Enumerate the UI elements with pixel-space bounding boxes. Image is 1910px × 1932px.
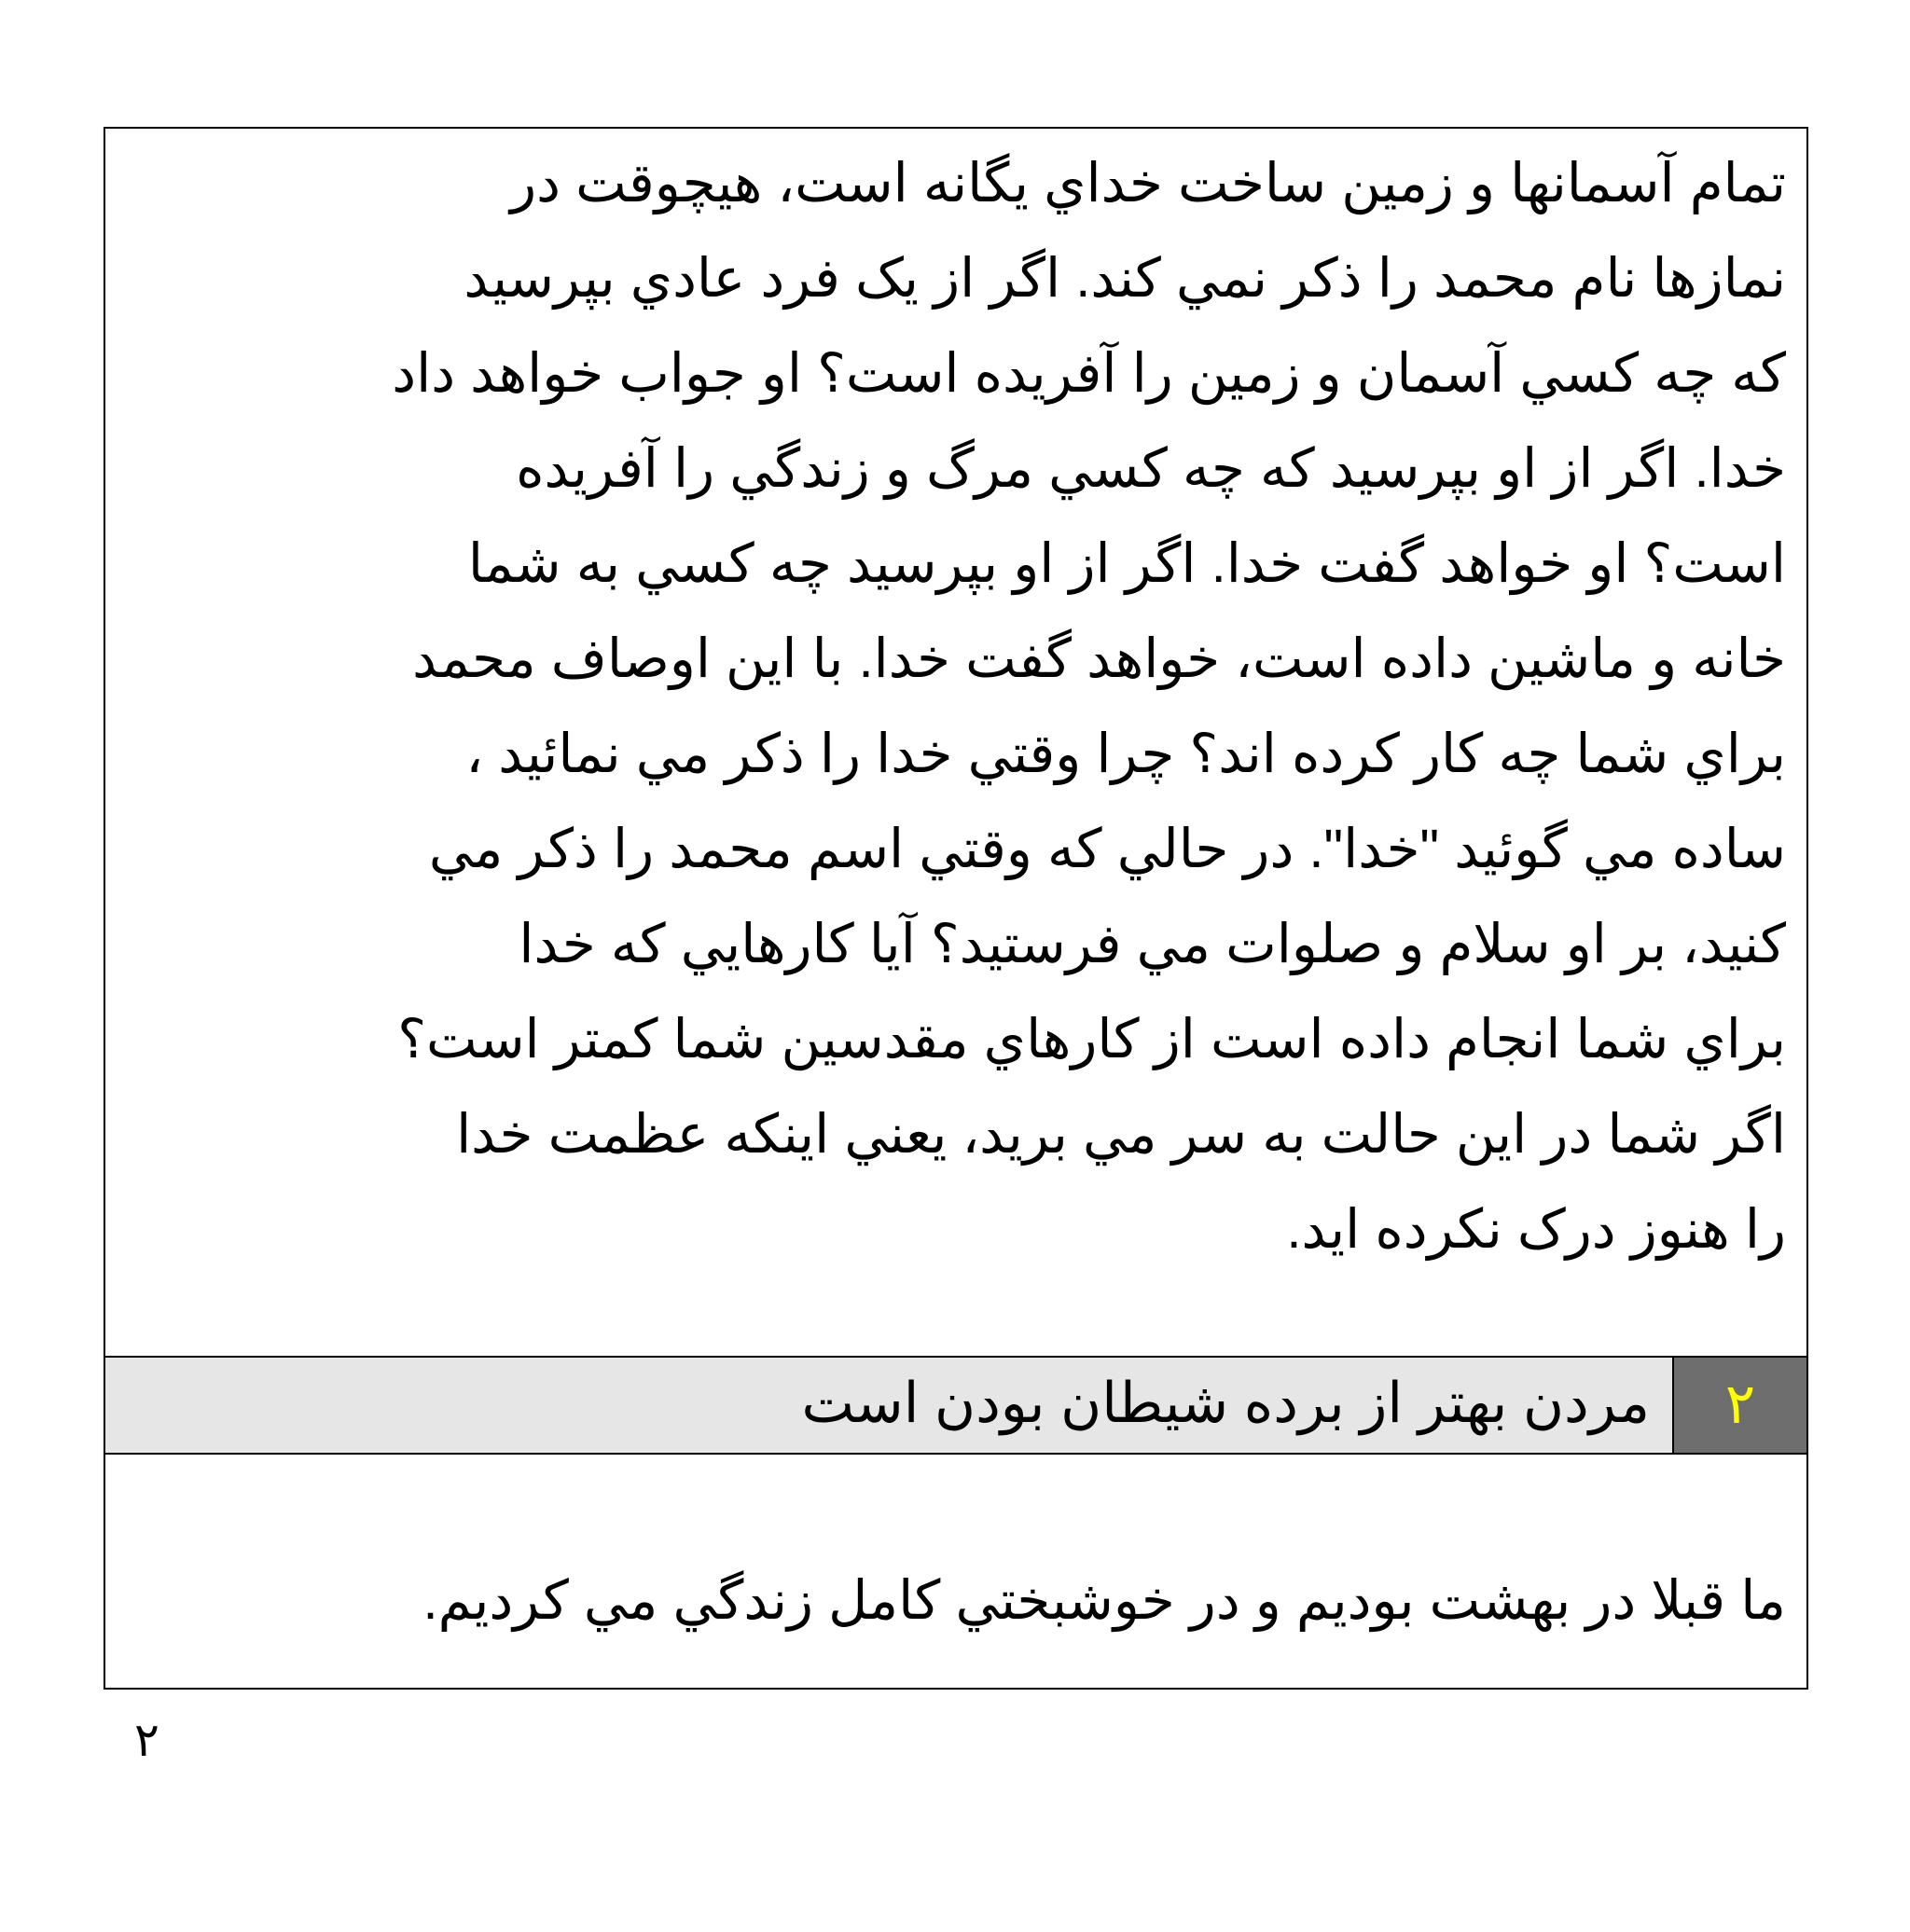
- body-line: که چه کسي آسمان و زمين را آفريده است؟ او جواب خواهد داد: [392, 343, 1786, 404]
- section-title: مردن بهتر از برده شيطان بودن است: [801, 1372, 1650, 1434]
- section-heading-row: [105, 1356, 1806, 1455]
- body-line: خدا. اگر از او بپرسيد که چه کسي مرگ و زندگي را آفريده: [516, 438, 1786, 499]
- body-line: براي شما چه کار کرده اند؟ چرا وقتي خدا را ذکر مي نمائيد ،: [465, 724, 1786, 784]
- body-line: تمام آسمانها و زمين ساخت خداي يگانه است، هيچوقت در: [510, 153, 1786, 214]
- body-line: نمازها نام محمد را ذکر نمي کند. اگر از يک فرد عادي بپرسيد: [464, 248, 1786, 309]
- page-number: ٢: [134, 1714, 159, 1766]
- closing-paragraph: ما قبلا در بهشت بوديم و در خوشبختي کامل زندگي مي کرديم.: [422, 1570, 1786, 1631]
- body-line: را هنوز درک نکرده ايد.: [1286, 1199, 1786, 1260]
- body-line: کنيد، بر او سلام و صلوات مي فرستيد؟ آيا کارهايي که خدا: [519, 914, 1786, 974]
- body-line: خانه و ماشين داده است، خواهد گفت خدا. با اين اوصاف محمد: [412, 628, 1786, 689]
- body-line: براي شما انجام داده است از کارهاي مقدسين شما کمتر است؟: [397, 1009, 1786, 1070]
- body-line: است؟ او خواهد گفت خدا. اگر از او بپرسيد چه کسي به شما: [467, 533, 1786, 594]
- section-number: ٢: [1672, 1358, 1806, 1453]
- content-frame: [104, 127, 1808, 1690]
- body-line: اگر شما در اين حالت به سر مي بريد، يعني اينکه عظمت خدا: [456, 1104, 1786, 1165]
- body-line: ساده مي گوئيد "خدا". در حالي که وقتي اسم محمد را ذکر مي: [428, 819, 1786, 879]
- body-paragraph: [152, 136, 1786, 1277]
